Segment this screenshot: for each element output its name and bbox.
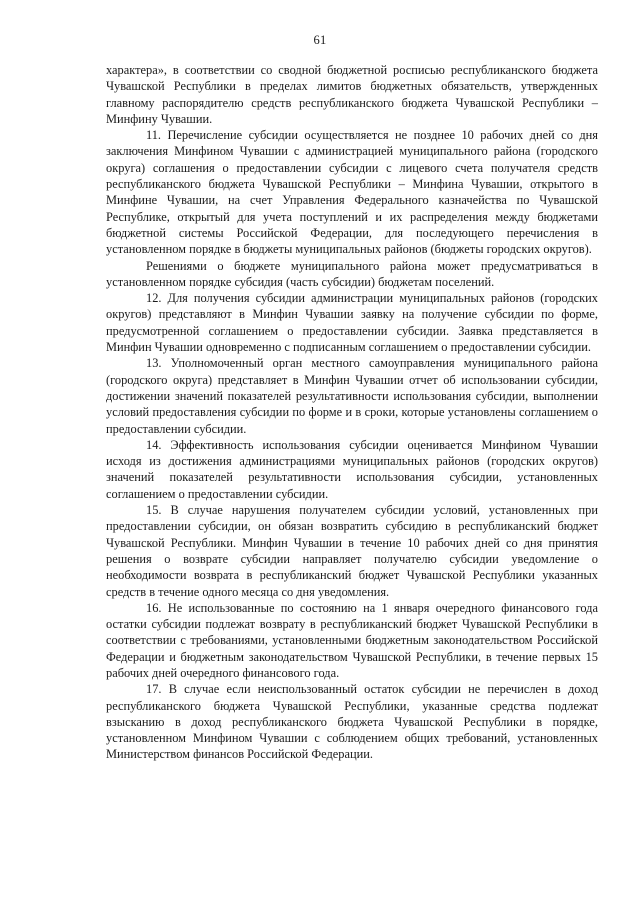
paragraph-item-16: 16. Не использованные по состоянию на 1 января очередного финансового года остатки субсидии подлежат возврату в республиканский бюджет Чувашской Республики в соответствии с требованиями, установленными бюджетным законодательством Российской Федерации и бюджетным законодательством Чувашской Республики, в течение первых 15 рабочих дней очередного финансового года. (106, 600, 598, 680)
paragraph-item-15: 15. В случае нарушения получателем субсидии условий, установленных при предоставлении субсидии, он обязан возвратить субсидию в республиканский бюджет Чувашской Республики. Минфин Чувашии в течение 10 рабочих дней со дня принятия решения о возврате субсидии направляет получателю субсидии уведомление о необходимости возврата в республиканский бюджет Чувашской Республики указанных средств в течение одного месяца со дня уведомления. (106, 503, 598, 599)
paragraph-item-13: 13. Уполномоченный орган местного самоуправления муниципального района (городского округа) представляет в Минфин Чувашии отчет об использовании субсидии, достижении значений показателей результативности использования субсидии, выполнении условий предоставления субсидии по форме и в сроки, которые установлены соглашением о предоставлении субсидии. (106, 356, 598, 436)
paragraph-item-17: 17. В случае если неиспользованный остаток субсидии не перечислен в доход республиканского бюджета Чувашской Республики, указанные средства подлежат взысканию в доход республиканского бюджета Чувашской Республики в порядке, установленном Минфином Чувашии с соблюдением общих требований, установленных Министерством финансов Российской Федерации. (106, 682, 598, 762)
paragraph-item-14: 14. Эффективность использования субсидии оценивается Минфином Чувашии исходя из достижения администрациями муниципальных районов (городских округов) значений показателей результативности использования субсидии, установленных соглашением о предоставлении субсидии. (106, 437, 598, 501)
paragraph-item-12: 12. Для получения субсидии администрации муниципальных районов (городских округов) представляют в Минфин Чувашии заявку на получение субсидии по форме, предусмотренной соглашением о предоставлении субсидии. Заявка представляется в Минфин Чувашии одновременно с подписанным соглашением о предоставлении субсидии. (106, 291, 598, 355)
document-body (106, 62, 598, 763)
page-number: 61 (313, 33, 327, 47)
paragraph-continuation: характера», в соответствии со сводной бюджетной росписью республиканского бюджета Чувашской Республики в пределах лимитов бюджетных обязательств, утвержденных главному распорядителю средств республиканского бюджета Чувашской Республики – Минфину Чувашии. (106, 63, 598, 126)
paragraph-settlements-subsidy: Решениями о бюджете муниципального района может предусматриваться в установленном порядке субсидия (часть субсидии) бюджетам поселений. (106, 258, 598, 289)
paragraph-item-11: 11. Перечисление субсидии осуществляется не позднее 10 рабочих дней со дня заключения Минфином Чувашии с администрацией муниципального района (городского округа) соглашения о предоставлении субсидии с лицевого счета получателя средств республиканского бюджета Чувашской Республики – Минфина Чувашии, открытого в Минфине Чувашии, на счет Управления Федерального казначейства по Чувашской Республике, открытый для учета поступлений и их распределения между бюджетами бюджетной системы Российской Федерации, для последующего перечисления в установленном порядке в бюджеты муниципальных районов (бюджеты городских округов). (106, 128, 598, 257)
